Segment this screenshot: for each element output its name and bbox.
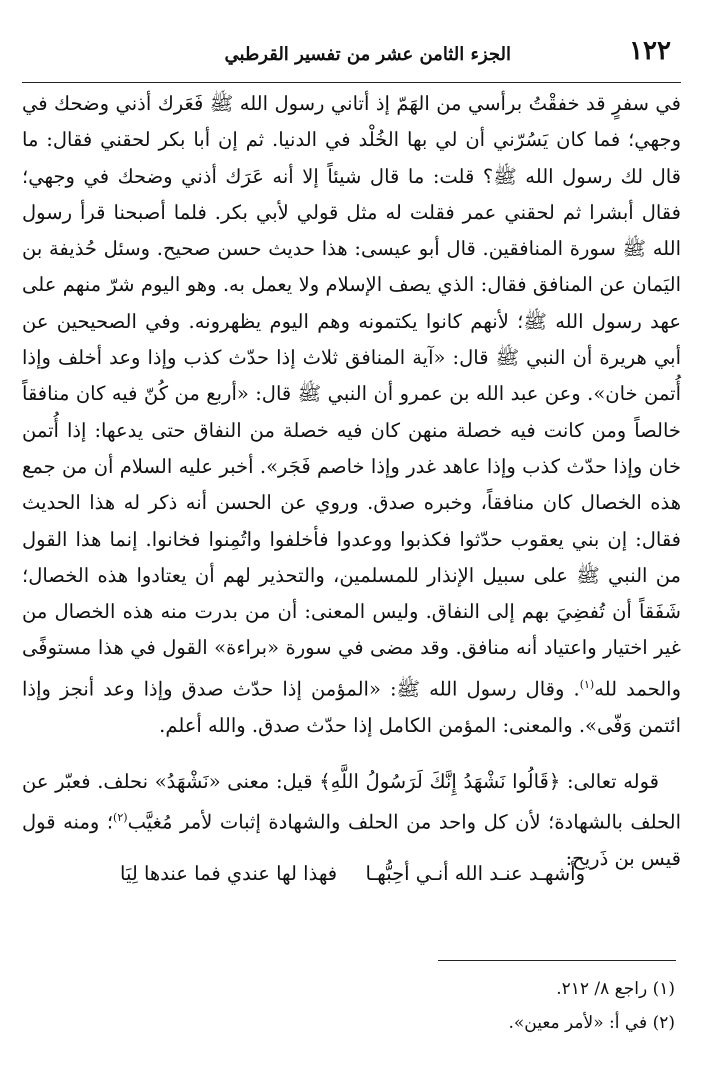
- running-title: الجزء الثامن عشر من تفسير القرطبي: [224, 44, 511, 65]
- footnote-ref-1: (١): [579, 677, 595, 691]
- paragraph-2-end: ؛ ومنه قول قيس بن ذَريح:: [22, 810, 681, 870]
- footnote-1: (١) راجع ٨/ ٢١٢.: [556, 979, 675, 999]
- verse-first-hemistich: وأشهـد عنـد الله أنـي أحِبُّهـا: [365, 862, 585, 885]
- main-text: [22, 86, 681, 877]
- page-number: ١٢٢: [629, 36, 671, 66]
- paragraph-1-end: . وقال رسول الله ﷺ: «المؤمن إذا حدّث صدق وإذا وعد أنجز وإذا ائتمن وَفّى». والمعنى: المؤمن الكامل إذا حدّث صدق. والله أعلم.: [22, 677, 681, 737]
- footnotes: [508, 972, 675, 1040]
- footnote-ref-2: (٢): [113, 811, 128, 825]
- paragraph-1-text: في سفرٍ قد خفقْتُ برأسي من الهَمّ إذ أتاني رسول الله ﷺ فَعَرك أذني وضحك في وجهي؛ فما كان يَسُرّني أن لي بها الخُلْد في الدنيا. ثم إن أبا بكر لحقني فقال: ما قال لك رسول الله ﷺ؟ قلت: ما قال شيئاً إلا أنه عَرَك أذني وضحك في وجهي؛ فقال أبشرا ثم لحقني عمر فقلت له مثل قولي لأبي بكر. فلما أصبحنا قرأ رسول الله ﷺ سورة المنافقين. قال أبو عيسى: هذا حديث حسن صحيح. وسئل حُذيفة بن اليَمان عن المنافق فقال: الذي يصف الإسلام ولا يعمل به. وهو اليوم شرّ منهم على عهد رسول الله ﷺ؛ لأنهم كانوا يكتمونه وهم اليوم يظهرونه. وفي الصحيحين عن أبي هريرة أن النبي ﷺ قال: «آية المنافق ثلاث إذا حدّث كذب وإذا وعد أخلف وإذا أُتمن خان». وعن عبد الله بن عمرو أن النبي ﷺ قال: «أربع من كُنّ فيه كان منافقاً خالصاً ومن كانت فيه خصلة منهن كان فيه خصلة من النفاق حتى يدعها: إذا أُتمن خان وإذا حدّث كذب وإذا عاهد غدر وإذا خاصم فَجَر». أخبر عليه السلام أن من جمع هذه الخصال كان منافقاً، وخبره صدق. وروي عن الحسن أنه ذكر له هذا الحديث فقال: إن بني يعقوب حدّثوا فكذبوا ووعدوا فأخلفوا واتُمِنوا فخانوا. إنما هذا القول من النبي ﷺ على سبيل الإنذار للمسلمين، والتحذير لهم أن يعتادوا هذه الخصال؛ شَفَقاً أن تُفضِيَ بهم إلى النفاق. وليس المعنى: أن من بدرت منه هذه الخصال من غير اختيار واعتياد أنه منافق. وقد مضى في سورة «براءة» القول في هذا مستوفًى والحمد لله: [22, 92, 681, 701]
- footnote-2: (٢) في أ: «لأمر معين».: [508, 1013, 675, 1033]
- page-header: [22, 30, 681, 83]
- paragraph-2-text: قوله تعالى: ﴿قَالُوا نَشْهَدُ إِنَّكَ لَرَسُولُ اللَّهِ﴾ قيل: معنى «نَشْهَدُ» نحلف. فعبّر عن الحلف بالشهادة؛ لأن كل واحد من الحلف والشهادة إثبات لأمر مُغيَّب: [22, 769, 682, 834]
- verse-second-hemistich: فهذا لها عندي فما عندها لِيَا: [120, 862, 338, 885]
- footnote-divider: [438, 960, 676, 961]
- poetry-verse: [60, 858, 681, 898]
- paragraph-1: [22, 86, 681, 744]
